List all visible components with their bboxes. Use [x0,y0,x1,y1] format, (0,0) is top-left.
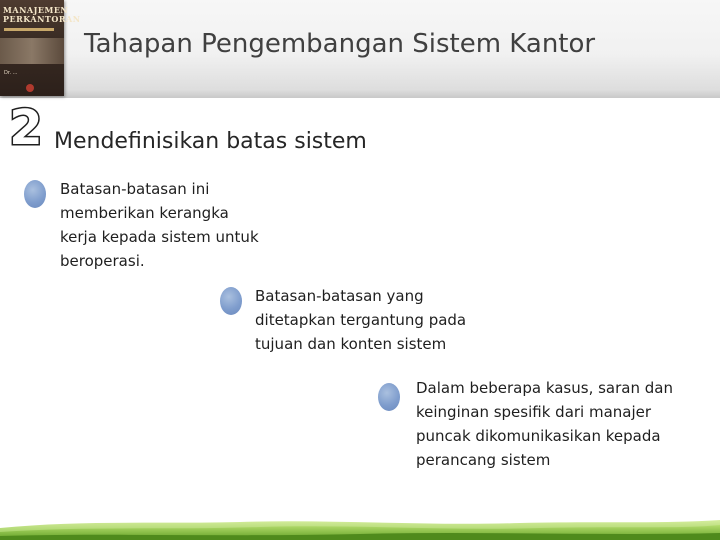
bullet-dot-icon [24,180,46,208]
bullet-text: Batasan-batasan ini memberikan kerangka kerja kepada sistem untuk beroperasi. [60,180,259,270]
bullet-dot-icon [378,383,400,411]
book-cover-seal-icon [26,84,34,92]
book-cover-rule [4,28,54,31]
book-cover-title: MANAJEMEN PERKANTORAN [3,5,81,24]
grass-decoration [0,514,720,540]
bullet-text: Dalam beberapa kasus, saran dan keinginan spesifik dari manajer puncak dikomunikasikan kepada perancang sistem [416,379,673,469]
section-heading: Mendefinisikan batas sistem [54,129,367,154]
bullet-text: Batasan-batasan yang ditetapkan tergantung pada tujuan dan konten sistem [255,287,467,353]
bullet-dot-icon [220,287,242,315]
book-cover-band [0,38,64,64]
section-number: 2 [9,100,43,156]
slide-title: Tahapan Pengembangan Sistem Kantor [84,29,596,59]
book-cover-image [0,0,81,96]
book-cover-author: Dr. ... [4,70,18,76]
